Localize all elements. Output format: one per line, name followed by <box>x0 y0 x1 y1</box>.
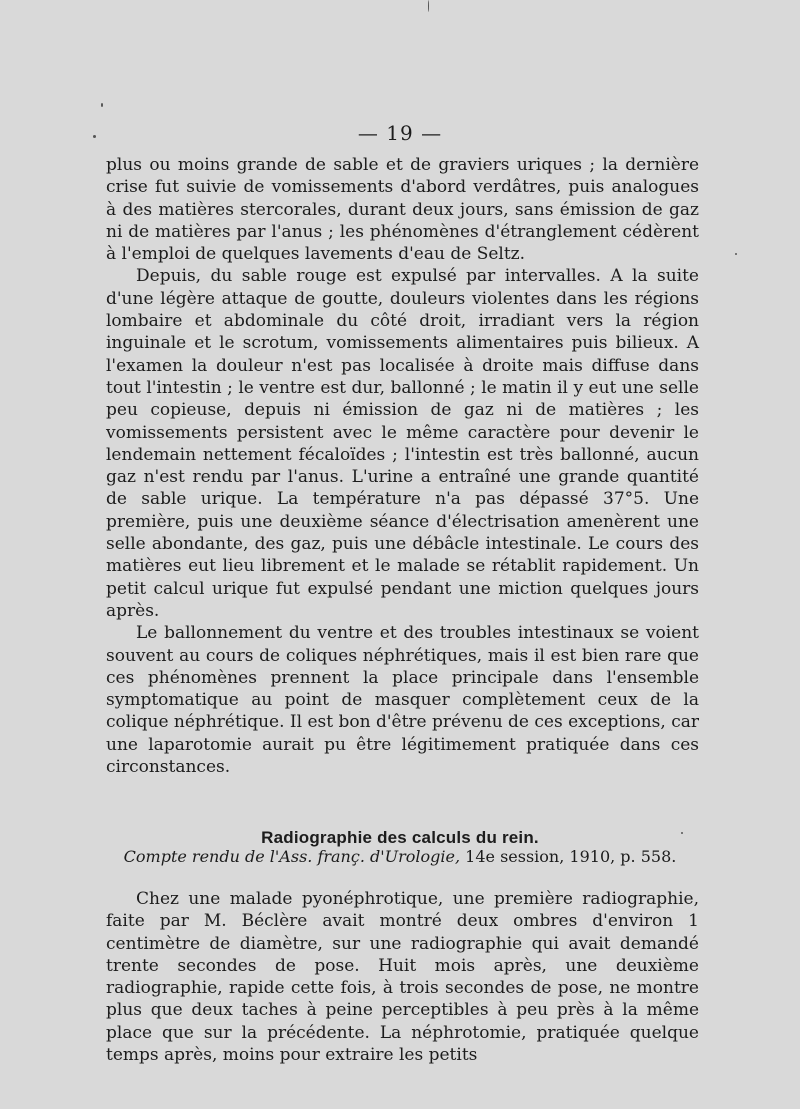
paragraph: Depuis, du sable rouge est expulsé par intervalles. A la suite d'une légère attaque de goutte, douleurs violentes dans les régions lombaire et abdominale du côté droit, irradiant vers la région inguinale et le scrotum, vomissements alimentaires puis bilieux. A l'examen la douleur n'est pas localisée à droite mais diffuse dans tout l'intestin ; le ventre est dur, ballonné ; le matin il y eut une selle peu copieuse, depuis ni émission de gaz ni de matières ; les vomissements persistent avec le même caractère pour devenir le lendemain nettement fécaloïdes ; l'intestin est très ballonné, aucun gaz n'est rendu par l'anus. L'urine a entraîné une grande quantité de sable urique. La température n'a pas dépassé 37°5. Une première, puis une deuxième séance d'électrisation amenèrent une selle abondante, des gaz, puis une débâcle intestinale. Le cours des matières eut lieu librement et le malade se rétablit rapidement. Un petit calcul urique fut expulsé pendant une miction quelques jours après. <box>106 266 699 621</box>
body-text <box>106 154 699 778</box>
section-citation <box>0 847 800 866</box>
citation-source: Compte rendu de l'Ass. franç. d'Urologie, <box>123 847 461 866</box>
scan-speck <box>428 0 429 12</box>
citation-details: 14e session, 1910, p. 558. <box>465 847 677 866</box>
page-number: — 19 — <box>357 121 443 145</box>
paragraph: Chez une malade pyonéphrotique, une première radiographie, faite par M. Béclère avait montré deux ombres d'environ 1 centimètre de diamètre, sur une radiographie qui avait demandé trente secondes de pose. Huit mois après, une deuxième radiographie, rapide cette fois, à trois secondes de pose, ne montre plus que deux taches à peine perceptibles à peu près à la même place que sur la précédente. La néphrotomie, pratiquée quelque temps après, moins pour extraire les petits <box>106 889 699 1066</box>
scan-speck <box>735 253 737 255</box>
paragraph: Le ballonnement du ventre et des troubles intestinaux se voient souvent au cours de coliques néphrétiques, mais il est bien rare que ces phénomènes prennent la place principale dans l'ensemble symptomatique au point de masquer complètement ceux de la colique néphrétique. Il est bon d'être prévenu de ces exceptions, car une laparotomie aurait pu être légitimement pratiquée dans ces circonstances. <box>106 623 699 778</box>
paragraph: plus ou moins grande de sable et de graviers uriques ; la dernière crise fut suivie de vomissements d'abord verdâtres, puis analogues à des matières stercorales, durant deux jours, sans émission de gaz ni de matières par l'anus ; les phénomènes d'étranglement cédèrent à l'emploi de quelques lavements d'eau de Seltz. <box>106 155 699 265</box>
scan-speck <box>101 103 103 107</box>
body-text-2 <box>106 888 699 1066</box>
section-title: Radiographie des calculs du rein. <box>261 828 539 847</box>
